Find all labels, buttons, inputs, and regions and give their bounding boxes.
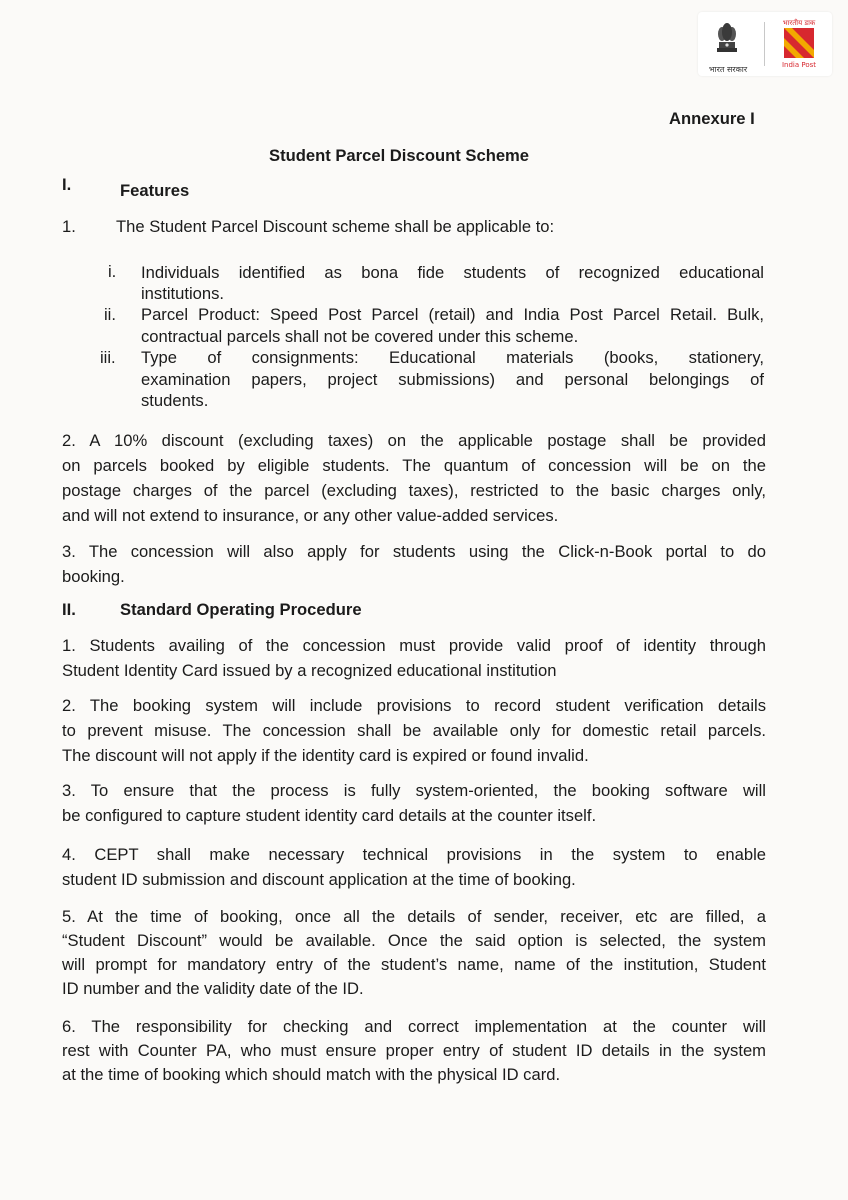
paragraph-line: 5. At the time of booking, once all the details of sender, receiver, etc are filled, a <box>62 907 766 926</box>
paragraph-line: 3. The concession will also apply for students using the Click-n-Book portal to do <box>62 542 766 561</box>
national-emblem-icon <box>714 18 740 54</box>
list-item-line: institutions. <box>141 284 225 303</box>
list-item-number: i. <box>108 262 117 281</box>
paragraph-line: 2. A 10% discount (excluding taxes) on the applicable postage shall be provided <box>62 431 766 450</box>
section2-number: II. <box>62 600 76 619</box>
list-item-number: iii. <box>100 348 116 367</box>
paragraph-line: student ID submission and discount application at the time of booking. <box>62 870 576 889</box>
paragraph-line: will prompt for mandatory entry of the student’s name, name of the institution, Student <box>62 955 766 974</box>
emblem-caption: भारत सरकार <box>708 65 748 74</box>
paragraph-line: 1. Students availing of the concession must provide valid proof of identity through <box>62 636 766 655</box>
list-item-line: examination papers, project submissions) and personal belongings of <box>141 370 764 389</box>
annexure-label: Annexure I <box>669 109 755 128</box>
section2-heading: Standard Operating Procedure <box>120 600 362 619</box>
list-item-number: ii. <box>104 305 116 324</box>
paragraph-line: Student Identity Card issued by a recognized educational institution <box>62 661 557 680</box>
india-post-english-text: India Post <box>781 61 817 69</box>
paragraph-line: and will not extend to insurance, or any other value-added services. <box>62 506 559 525</box>
section1-p1-number: 1. <box>62 217 76 236</box>
paragraph-line: 3. To ensure that the process is fully system-oriented, the booking software will <box>62 781 766 800</box>
paragraph-line: 6. The responsibility for checking and correct implementation at the counter will <box>62 1017 766 1036</box>
section1-number: I. <box>62 175 72 194</box>
paragraph-line: 2. The booking system will include provisions to record student verification details <box>62 696 766 715</box>
paragraph-line: to prevent misuse. The concession shall be available only for domestic retail parcels. <box>62 721 766 740</box>
list-item-line: Individuals identified as bona fide students of recognized educational <box>141 263 764 282</box>
paragraph-line: 4. CEPT shall make necessary technical provisions in the system to enable <box>62 845 766 864</box>
section1-p1-text: The Student Parcel Discount scheme shall be applicable to: <box>116 217 555 236</box>
paragraph-line: be configured to capture student identity card details at the counter itself. <box>62 806 597 825</box>
header-logos <box>698 12 832 76</box>
list-item-line: contractual parcels shall not be covered under this scheme. <box>141 327 579 346</box>
india-post-hindi-text: भारतीय डाक <box>782 19 816 27</box>
paragraph-line: postage charges of the parcel (excluding taxes), restricted to the basic charges only, <box>62 481 766 500</box>
paragraph-line: “Student Discount” would be available. Once the said option is selected, the system <box>62 931 766 950</box>
paragraph-line: The discount will not apply if the identity card is expired or found invalid. <box>62 746 589 765</box>
india-post-logo-icon <box>776 16 822 74</box>
paragraph-line: ID number and the validity date of the ID. <box>62 979 364 998</box>
list-item-line: Type of consignments: Educational materials (books, stationery, <box>141 348 764 367</box>
paragraph-line: on parcels booked by eligible students. The quantum of concession will be on the <box>62 456 766 475</box>
paragraph-line: booking. <box>62 567 125 586</box>
paragraph-line: at the time of booking which should match with the physical ID card. <box>62 1065 561 1084</box>
paragraph-line: rest with Counter PA, who must ensure proper entry of student ID details in the system <box>62 1041 766 1060</box>
list-item-line: Parcel Product: Speed Post Parcel (retail) and India Post Parcel Retail. Bulk, <box>141 305 764 324</box>
section1-heading: Features <box>120 181 190 200</box>
list-item-line: students. <box>141 391 209 410</box>
page-title: Student Parcel Discount Scheme <box>269 146 530 165</box>
logo-divider <box>764 22 765 66</box>
